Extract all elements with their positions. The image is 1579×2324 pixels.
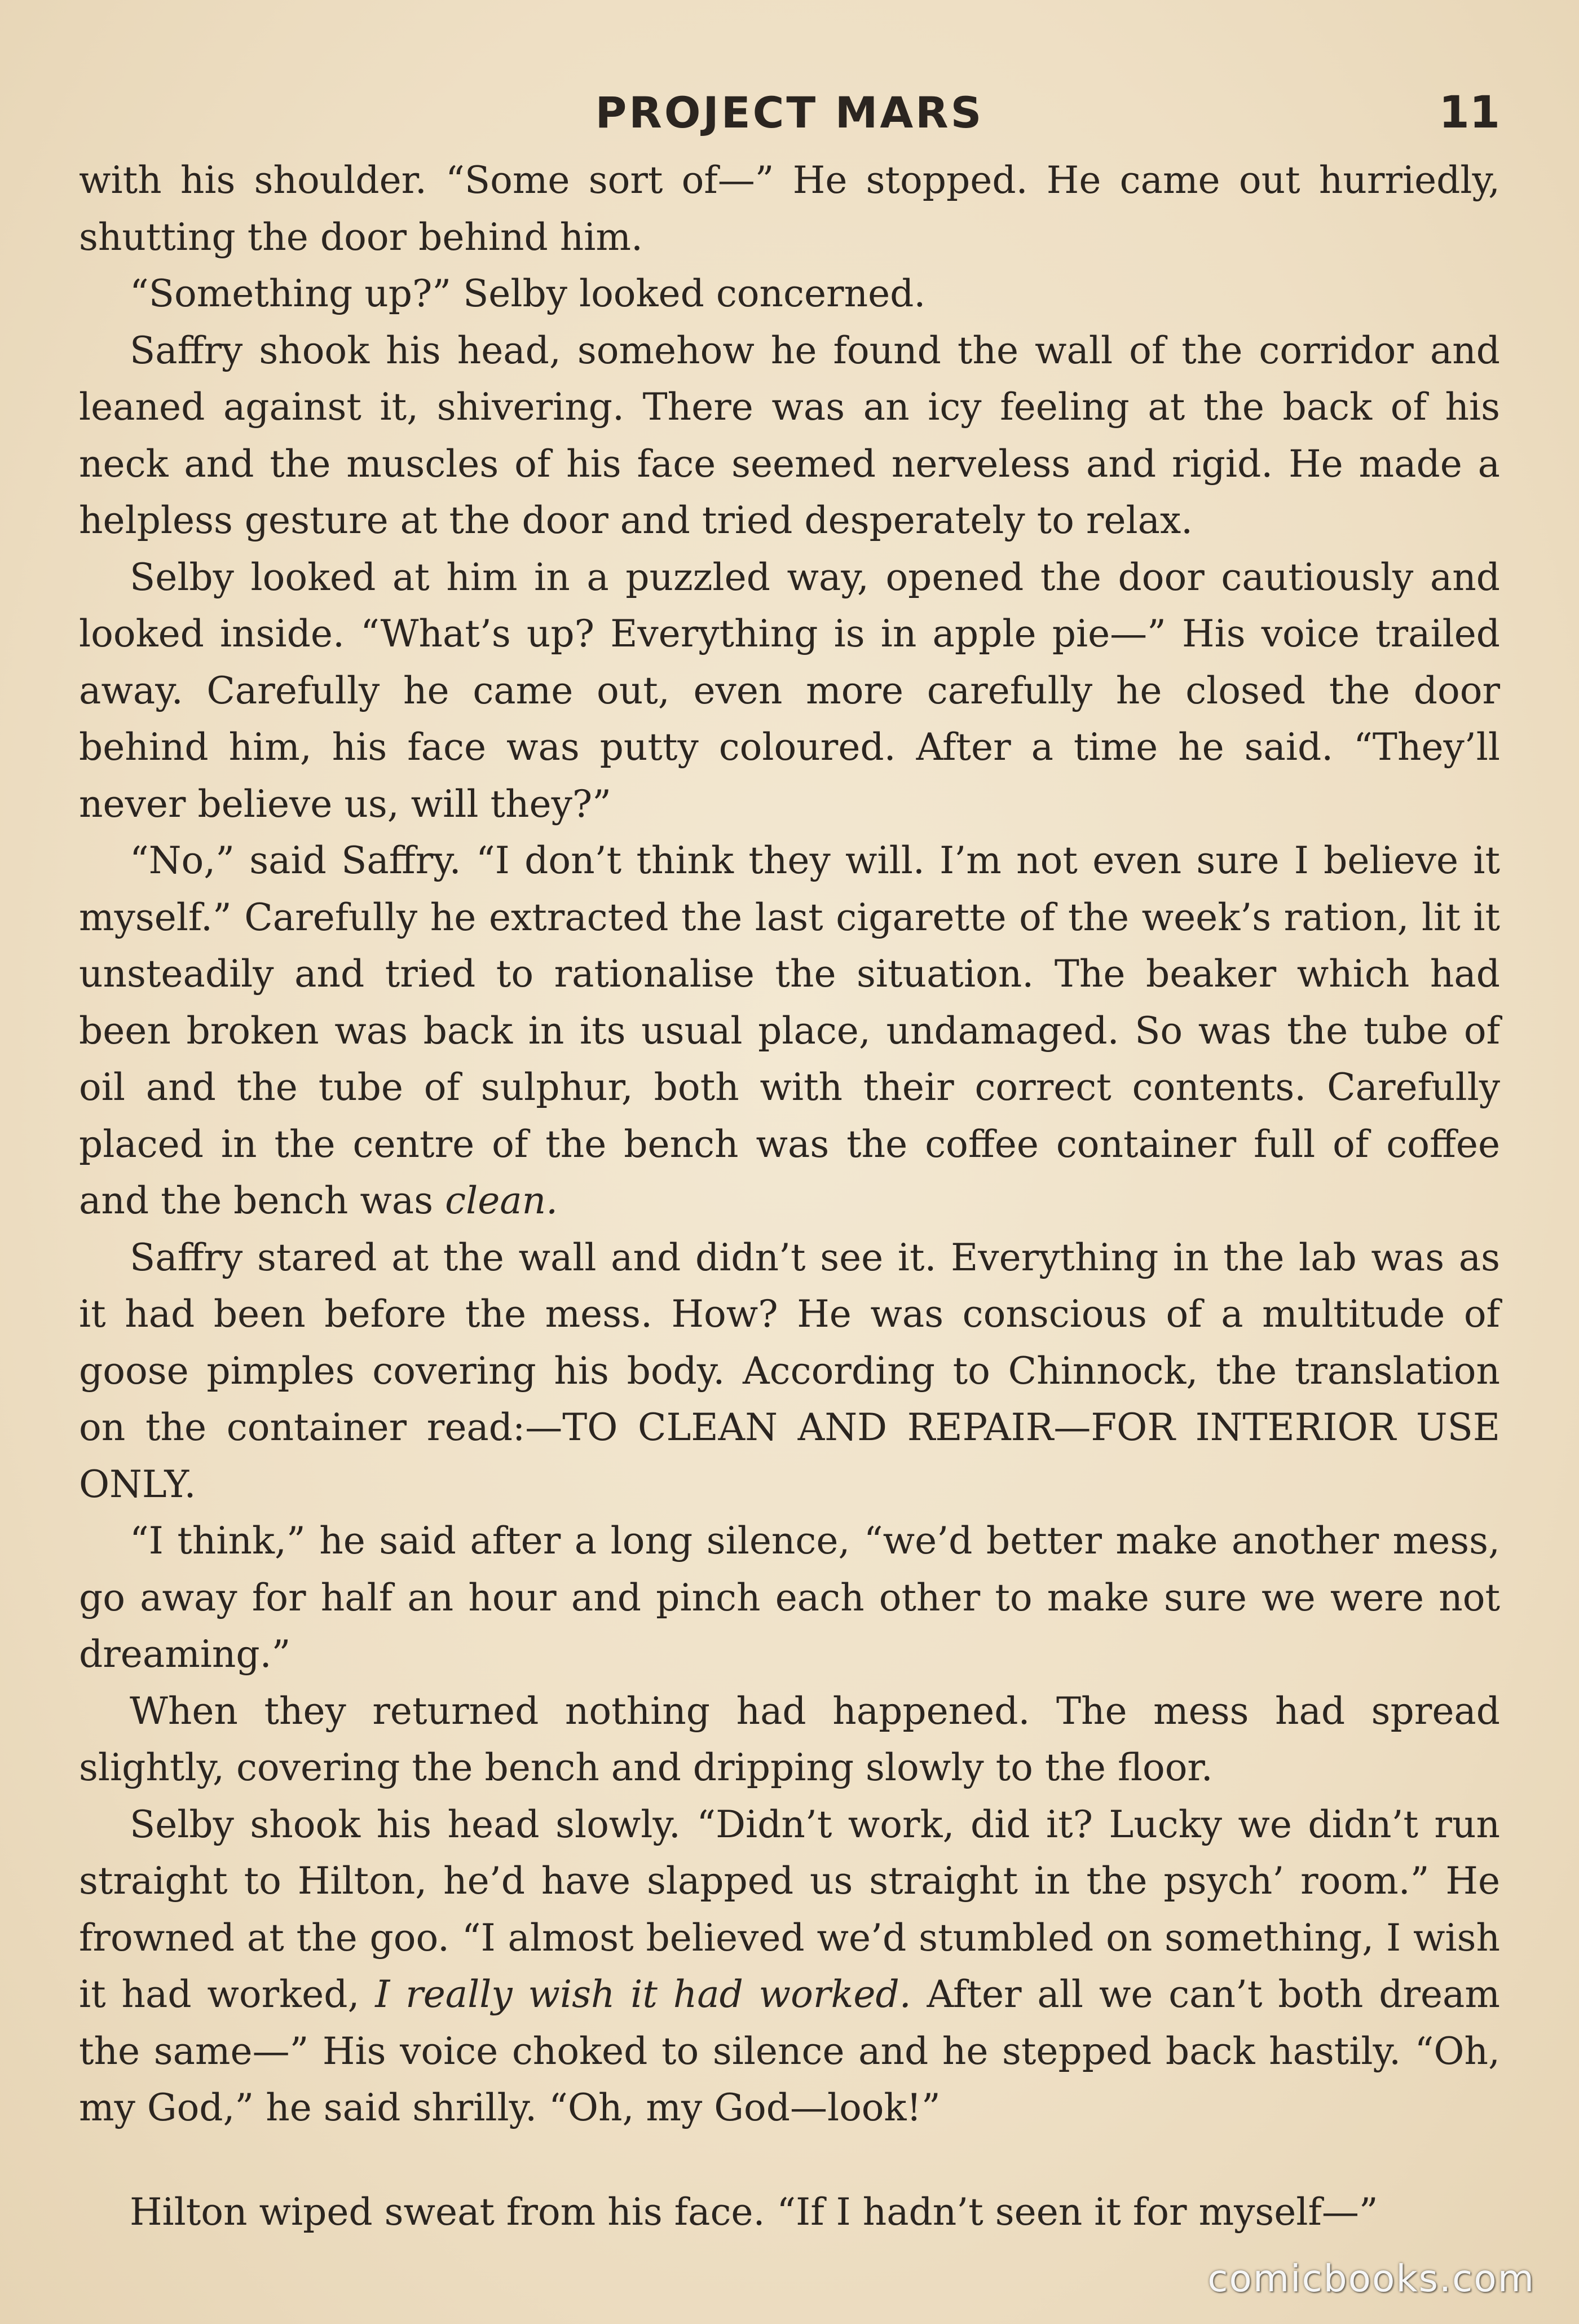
page-number: 11 bbox=[1439, 87, 1500, 138]
paragraph-text: After all we can’t both dream the same—” His voice choked to silence and he stepped back hastily. “Oh, my God,” he said shrilly. “Oh, my God—look!” bbox=[79, 1973, 1500, 2129]
story-text bbox=[79, 152, 1500, 2241]
paragraph: Selby looked at him in a puzzled way, opened the door cautiously and looked inside. “What’s up? Everything is in apple pie—” His voice trailed away. Carefully he came out, even more carefully he closed the door behind him, his face was putty coloured. After a time he said. “They’ll never believe us, will they?” bbox=[79, 555, 1500, 826]
paragraph: Saffry stared at the wall and didn’t see it. Everything in the lab was as it had been before the mess. How? He was conscious of a multitude of goose pimples covering his body. According to Chinnock, the translation on the container read:—TO CLEAN AND REPAIR—FOR INTERIOR USE ONLY. bbox=[79, 1235, 1500, 1506]
running-head bbox=[79, 79, 1500, 147]
emphasis-text: I really wish it had worked. bbox=[375, 1973, 911, 2016]
paragraph: Saffry shook his head, somehow he found the wall of the corridor and leaned against it, shivering. There was an icy feeling at the back of his neck and the muscles of his face seemed nerveless and rigid. He made a helpless gesture at the door and tried desperately to relax. bbox=[79, 328, 1500, 542]
paragraph: “Something up?” Selby looked concerned. bbox=[130, 272, 926, 315]
paragraph: When they returned nothing had happened. The mess had spread slightly, covering the bench and dripping slowly to the floor. bbox=[79, 1689, 1500, 1789]
paragraph: “I think,” he said after a long silence, “we’d better make another mess, go away for half an hour and pinch each other to make sure we were not dreaming.” bbox=[79, 1519, 1500, 1676]
watermark-logo: comicbooks.com bbox=[1207, 2257, 1535, 2300]
running-title: PROJECT MARS bbox=[595, 87, 984, 138]
paragraph: with his shoulder. “Some sort of—” He stopped. He came out hurriedly, shutting the door behind him. bbox=[79, 159, 1500, 259]
emphasis-text: clean. bbox=[445, 1179, 558, 1222]
paragraph: Hilton wiped sweat from his face. “If I hadn’t seen it for myself—” bbox=[130, 2190, 1378, 2234]
paragraph-text: Selby shook his head slowly. “Didn’t work, did it? Lucky we didn’t run straight to Hilton, he’d have slapped us straight in the psych’ room.” He frowned at the goo. “I almost believed we’d stumbled on something, I wish it had worked, bbox=[79, 1802, 1500, 2016]
paragraph bbox=[79, 1797, 1500, 2137]
paragraph bbox=[79, 833, 1500, 1230]
paragraph-text: “No,” said Saffry. “I don’t think they will. I’m not even sure I believe it myself.” Carefully he extracted the last cigarette of the week’s ration, lit it unsteadily and tried to rationalise the situation. The beaker which had been broken was back in its usual place, undamaged. So was the tube of oil and the tube of sulphur, both with their correct contents. Carefully placed in the centre of the bench was the coffee container full of coffee and the bench was bbox=[79, 839, 1500, 1222]
